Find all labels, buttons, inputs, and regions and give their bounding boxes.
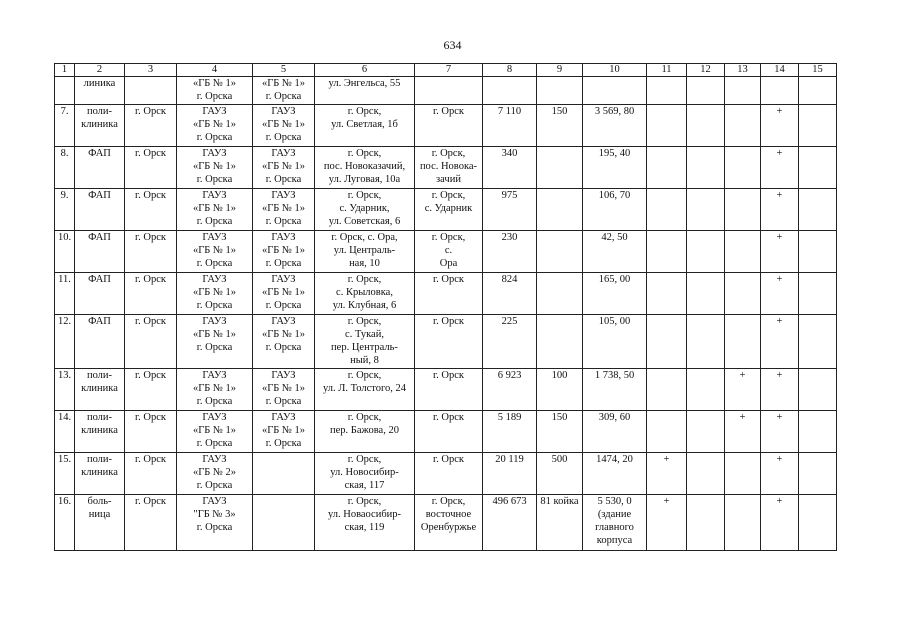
col-15-cell (799, 147, 837, 189)
header-cell: 2 (75, 64, 125, 77)
table-row (55, 369, 837, 411)
col-12-cell (687, 315, 725, 369)
population-cell: 7 110 (483, 105, 537, 147)
facility-type-cell: ФАП (75, 147, 125, 189)
col-12-cell (687, 189, 725, 231)
table-row (55, 315, 837, 369)
col-14-cell: + (761, 231, 799, 273)
col-15-cell (799, 453, 837, 495)
table-row (55, 77, 837, 105)
header-cell: 3 (125, 64, 177, 77)
col-11-cell (647, 147, 687, 189)
address-cell: г. Орск, с. Крыловка, ул. Клубная, 6 (315, 273, 415, 315)
col-11-cell (647, 231, 687, 273)
owner-cell: ГАУЗ "ГБ № 3» г. Орска (177, 495, 253, 551)
capacity-cell: 81 койка (537, 495, 583, 551)
area-cell: 309, 60 (583, 411, 647, 453)
header-cell: 1 (55, 64, 75, 77)
address-cell: г. Орск, с. Ударник, ул. Советская, 6 (315, 189, 415, 231)
area-cell: 105, 00 (583, 315, 647, 369)
service-area-cell: г. Орск, восточное Оренбуржье (415, 495, 483, 551)
header-cell: 11 (647, 64, 687, 77)
locality-cell: г. Орск (125, 189, 177, 231)
capacity-cell: 500 (537, 453, 583, 495)
population-cell: 340 (483, 147, 537, 189)
table-row (55, 189, 837, 231)
row-number-cell: 14. (55, 411, 75, 453)
facility-type-cell: ФАП (75, 231, 125, 273)
owner-cell: ГАУЗ «ГБ № 1» г. Орска (177, 189, 253, 231)
col-12-cell (687, 369, 725, 411)
locality-cell: г. Орск (125, 495, 177, 551)
area-cell: 42, 50 (583, 231, 647, 273)
capacity-cell: 100 (537, 369, 583, 411)
col-13-cell (725, 273, 761, 315)
address-cell: ул. Энгельса, 55 (315, 77, 415, 105)
col-12-cell (687, 495, 725, 551)
col-13-cell (725, 105, 761, 147)
col-12-cell (687, 105, 725, 147)
area-cell: 1474, 20 (583, 453, 647, 495)
locality-cell: г. Орск (125, 147, 177, 189)
col-14-cell: + (761, 495, 799, 551)
facility-type-cell: поли- клиника (75, 369, 125, 411)
col-13-cell (725, 189, 761, 231)
address-cell: г. Орск, пос. Новоказачий, ул. Луговая, 10а (315, 147, 415, 189)
capacity-cell: 150 (537, 105, 583, 147)
col-14-cell: + (761, 411, 799, 453)
area-cell: 165, 00 (583, 273, 647, 315)
col-13-cell: + (725, 411, 761, 453)
locality-cell: г. Орск (125, 411, 177, 453)
col-13-cell (725, 315, 761, 369)
service-area-cell: г. Орск, с. Ударник (415, 189, 483, 231)
population-cell: 496 673 (483, 495, 537, 551)
header-cell: 14 (761, 64, 799, 77)
col-13-cell (725, 495, 761, 551)
service-area-cell: г. Орск (415, 105, 483, 147)
col-11-cell (647, 315, 687, 369)
area-cell: 5 530, 0 (здание главного корпуса (583, 495, 647, 551)
row-number-cell: 9. (55, 189, 75, 231)
data-table (54, 63, 837, 551)
facility-type-cell: боль- ница (75, 495, 125, 551)
owner-cell: ГАУЗ «ГБ № 1» г. Орска (177, 273, 253, 315)
col-14-cell: + (761, 105, 799, 147)
locality-cell: г. Орск (125, 231, 177, 273)
area-cell (583, 77, 647, 105)
col-15-cell (799, 315, 837, 369)
col-15-cell (799, 189, 837, 231)
operator-cell: ГАУЗ «ГБ № 1» г. Орска (253, 315, 315, 369)
header-row (55, 64, 837, 77)
operator-cell (253, 453, 315, 495)
owner-cell: ГАУЗ «ГБ № 2» г. Орска (177, 453, 253, 495)
col-15-cell (799, 77, 837, 105)
service-area-cell: г. Орск (415, 315, 483, 369)
header-cell: 8 (483, 64, 537, 77)
capacity-cell (537, 77, 583, 105)
header-cell: 7 (415, 64, 483, 77)
owner-cell: ГАУЗ «ГБ № 1» г. Орска (177, 315, 253, 369)
service-area-cell: г. Орск, пос. Новока- зачий (415, 147, 483, 189)
service-area-cell: г. Орск (415, 273, 483, 315)
col-12-cell (687, 231, 725, 273)
col-15-cell (799, 411, 837, 453)
facility-type-cell: ФАП (75, 273, 125, 315)
population-cell: 225 (483, 315, 537, 369)
table-row (55, 105, 837, 147)
owner-cell: ГАУЗ «ГБ № 1» г. Орска (177, 411, 253, 453)
facility-type-cell: ФАП (75, 189, 125, 231)
col-13-cell (725, 147, 761, 189)
facility-type-cell: поли- клиника (75, 105, 125, 147)
capacity-cell (537, 147, 583, 189)
table-row (55, 411, 837, 453)
table-row (55, 147, 837, 189)
col-13-cell (725, 453, 761, 495)
page-number: 634 (443, 38, 462, 52)
header-cell: 10 (583, 64, 647, 77)
row-number-cell: 15. (55, 453, 75, 495)
population-cell: 20 119 (483, 453, 537, 495)
operator-cell: ГАУЗ «ГБ № 1» г. Орска (253, 231, 315, 273)
col-12-cell (687, 411, 725, 453)
owner-cell: ГАУЗ «ГБ № 1» г. Орска (177, 231, 253, 273)
header-cell: 9 (537, 64, 583, 77)
service-area-cell: г. Орск, с. Ора (415, 231, 483, 273)
header-cell: 6 (315, 64, 415, 77)
population-cell: 5 189 (483, 411, 537, 453)
col-11-cell (647, 411, 687, 453)
owner-cell: ГАУЗ «ГБ № 1» г. Орска (177, 147, 253, 189)
operator-cell: ГАУЗ «ГБ № 1» г. Орска (253, 147, 315, 189)
owner-cell: «ГБ № 1» г. Орска (177, 77, 253, 105)
col-12-cell (687, 147, 725, 189)
service-area-cell (415, 77, 483, 105)
table-row (55, 273, 837, 315)
header-cell: 13 (725, 64, 761, 77)
population-cell: 975 (483, 189, 537, 231)
population-cell (483, 77, 537, 105)
row-number-cell: 7. (55, 105, 75, 147)
col-12-cell (687, 77, 725, 105)
row-number-cell (55, 77, 75, 105)
facility-type-cell: поли- клиника (75, 453, 125, 495)
address-cell: г. Орск, ул. Новосибир- ская, 117 (315, 453, 415, 495)
operator-cell: ГАУЗ «ГБ № 1» г. Орска (253, 273, 315, 315)
row-number-cell: 10. (55, 231, 75, 273)
col-14-cell: + (761, 315, 799, 369)
header-cell: 5 (253, 64, 315, 77)
row-number-cell: 12. (55, 315, 75, 369)
owner-cell: ГАУЗ «ГБ № 1» г. Орска (177, 105, 253, 147)
table-row (55, 231, 837, 273)
operator-cell (253, 495, 315, 551)
facility-type-cell: поли- клиника (75, 411, 125, 453)
capacity-cell (537, 273, 583, 315)
col-15-cell (799, 495, 837, 551)
address-cell: г. Орск, ул. Л. Толстого, 24 (315, 369, 415, 411)
operator-cell: «ГБ № 1» г. Орска (253, 77, 315, 105)
locality-cell: г. Орск (125, 105, 177, 147)
operator-cell: ГАУЗ «ГБ № 1» г. Орска (253, 105, 315, 147)
capacity-cell (537, 315, 583, 369)
col-14-cell: + (761, 147, 799, 189)
locality-cell: г. Орск (125, 315, 177, 369)
address-cell: г. Орск, пер. Бажова, 20 (315, 411, 415, 453)
locality-cell (125, 77, 177, 105)
col-11-cell: + (647, 495, 687, 551)
col-14-cell: + (761, 369, 799, 411)
table-row (55, 495, 837, 551)
col-11-cell (647, 369, 687, 411)
facility-type-cell: линика (75, 77, 125, 105)
col-14-cell: + (761, 273, 799, 315)
population-cell: 230 (483, 231, 537, 273)
col-14-cell (761, 77, 799, 105)
row-number-cell: 8. (55, 147, 75, 189)
population-cell: 6 923 (483, 369, 537, 411)
address-cell: г. Орск, ул. Светлая, 1б (315, 105, 415, 147)
area-cell: 195, 40 (583, 147, 647, 189)
locality-cell: г. Орск (125, 453, 177, 495)
locality-cell: г. Орск (125, 369, 177, 411)
address-cell: г. Орск, ул. Новаосибир- ская, 119 (315, 495, 415, 551)
area-cell: 3 569, 80 (583, 105, 647, 147)
capacity-cell (537, 231, 583, 273)
header-cell: 12 (687, 64, 725, 77)
address-cell: г. Орск, с. Ора, ул. Централь- ная, 10 (315, 231, 415, 273)
locality-cell: г. Орск (125, 273, 177, 315)
col-11-cell (647, 189, 687, 231)
col-14-cell: + (761, 189, 799, 231)
col-13-cell (725, 231, 761, 273)
row-number-cell: 11. (55, 273, 75, 315)
service-area-cell: г. Орск (415, 369, 483, 411)
area-cell: 106, 70 (583, 189, 647, 231)
owner-cell: ГАУЗ «ГБ № 1» г. Орска (177, 369, 253, 411)
col-13-cell: + (725, 369, 761, 411)
address-cell: г. Орск, с. Тукай, пер. Централь- ный, 8 (315, 315, 415, 369)
service-area-cell: г. Орск (415, 411, 483, 453)
capacity-cell: 150 (537, 411, 583, 453)
col-11-cell (647, 77, 687, 105)
capacity-cell (537, 189, 583, 231)
col-12-cell (687, 273, 725, 315)
header-cell: 4 (177, 64, 253, 77)
col-15-cell (799, 105, 837, 147)
col-11-cell (647, 273, 687, 315)
col-11-cell (647, 105, 687, 147)
operator-cell: ГАУЗ «ГБ № 1» г. Орска (253, 411, 315, 453)
operator-cell: ГАУЗ «ГБ № 1» г. Орска (253, 189, 315, 231)
col-15-cell (799, 273, 837, 315)
col-11-cell: + (647, 453, 687, 495)
table-row (55, 453, 837, 495)
service-area-cell: г. Орск (415, 453, 483, 495)
row-number-cell: 13. (55, 369, 75, 411)
area-cell: 1 738, 50 (583, 369, 647, 411)
operator-cell: ГАУЗ «ГБ № 1» г. Орска (253, 369, 315, 411)
header-cell: 15 (799, 64, 837, 77)
col-15-cell (799, 369, 837, 411)
row-number-cell: 16. (55, 495, 75, 551)
population-cell: 824 (483, 273, 537, 315)
col-13-cell (725, 77, 761, 105)
facility-type-cell: ФАП (75, 315, 125, 369)
col-15-cell (799, 231, 837, 273)
col-12-cell (687, 453, 725, 495)
col-14-cell: + (761, 453, 799, 495)
